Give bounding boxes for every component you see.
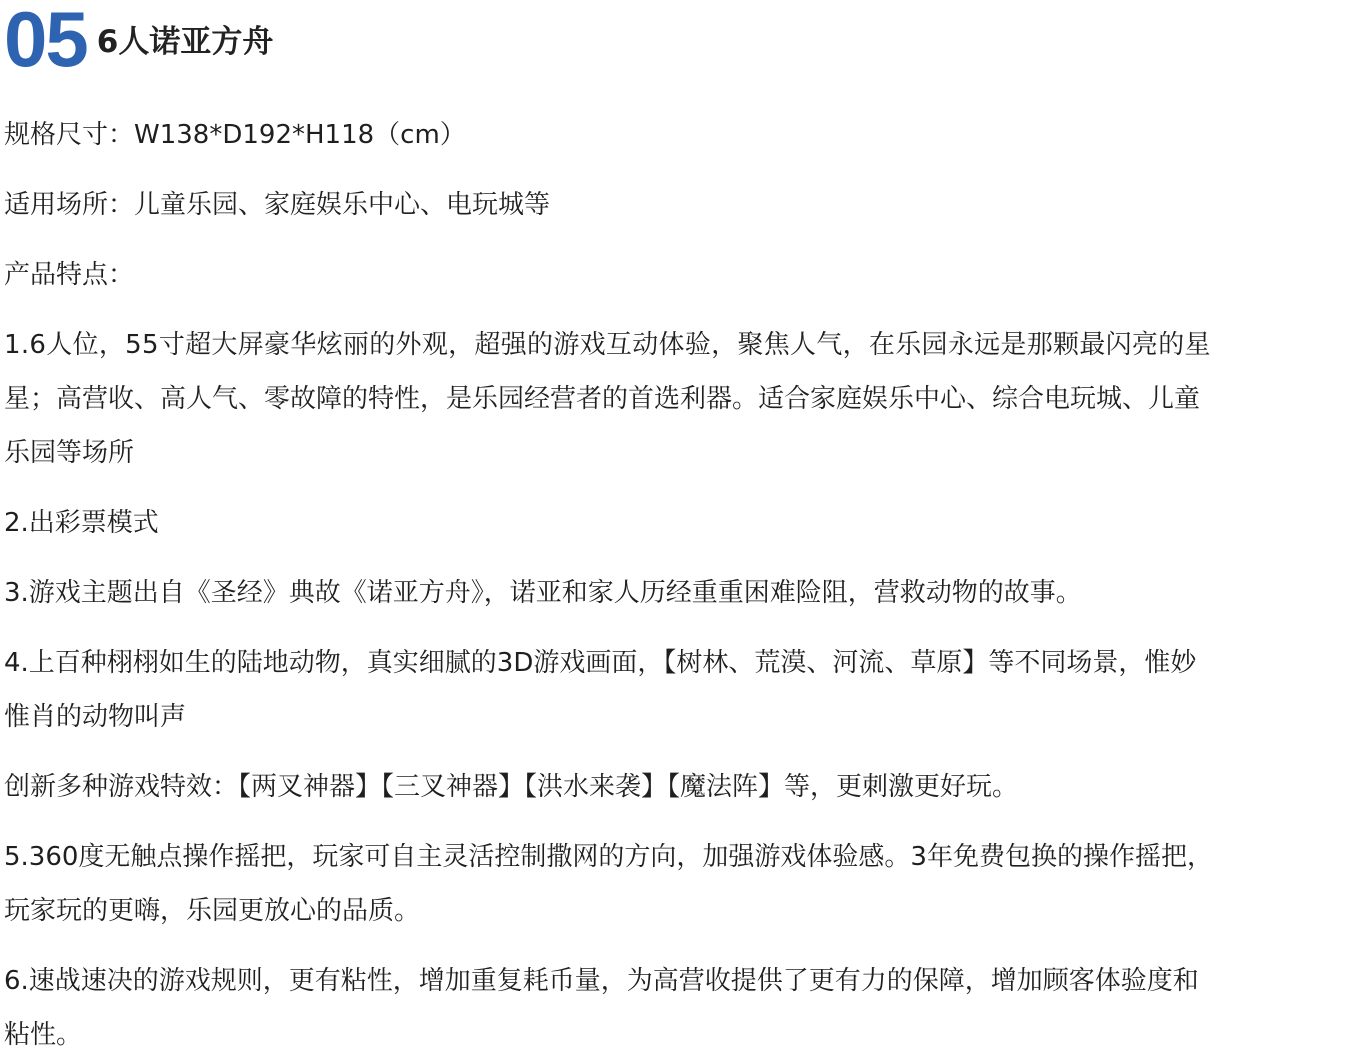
feature-1-line-3: 乐园等场所	[4, 438, 135, 468]
feature-2: 2.出彩票模式	[4, 508, 159, 538]
feature-4-line-2: 惟肖的动物叫声	[4, 702, 187, 732]
feature-1-line-1: 1.6人位，55寸超大屏豪华炫丽的外观，超强的游戏互动体验，聚焦人气，在乐园永远是那颗最闪亮的星	[4, 330, 1211, 360]
spec-text: 规格尺寸：W138*D192*H118（cm）	[4, 120, 466, 150]
section-number: 05	[4, 0, 87, 83]
feature-5-line-2: 玩家玩的更嗨，乐园更放心的品质。	[4, 896, 421, 926]
feature-6-line-2: 粘性。	[4, 1020, 83, 1050]
product-description	[4, 0, 1364, 1050]
features-heading: 产品特点：	[4, 260, 135, 290]
feature-6-line-1: 6.速战速决的游戏规则，更有粘性，增加重复耗币量，为高营收提供了更有力的保障，增加顾客体验度和	[4, 966, 1199, 996]
feature-4-line-1: 4.上百种栩栩如生的陆地动物，真实细腻的3D游戏画面，【树林、荒漠、河流、草原】等不同场景，惟妙	[4, 648, 1197, 678]
section-header	[4, 0, 1364, 86]
feature-5-line-1: 5.360度无触点操作摇把，玩家可自主灵活控制撒网的方向，加强游戏体验感。3年免费包换的操作摇把，	[4, 842, 1213, 872]
product-title: 6人诺亚方舟	[96, 24, 274, 60]
feature-1-line-2: 星；高营收、高人气、零故障的特性，是乐园经营者的首选利器。适合家庭娱乐中心、综合电玩城、儿童	[4, 384, 1201, 414]
venue-text: 适用场所：儿童乐园、家庭娱乐中心、电玩城等	[4, 190, 551, 220]
feature-4-effects: 创新多种游戏特效：【两叉神器】【三叉神器】【洪水来袭】【魔法阵】等，更刺激更好玩。	[4, 772, 1019, 802]
feature-3: 3.游戏主题出自《圣经》典故《诺亚方舟》，诺亚和家人历经重重困难险阻，营救动物的故事。	[4, 578, 1082, 608]
